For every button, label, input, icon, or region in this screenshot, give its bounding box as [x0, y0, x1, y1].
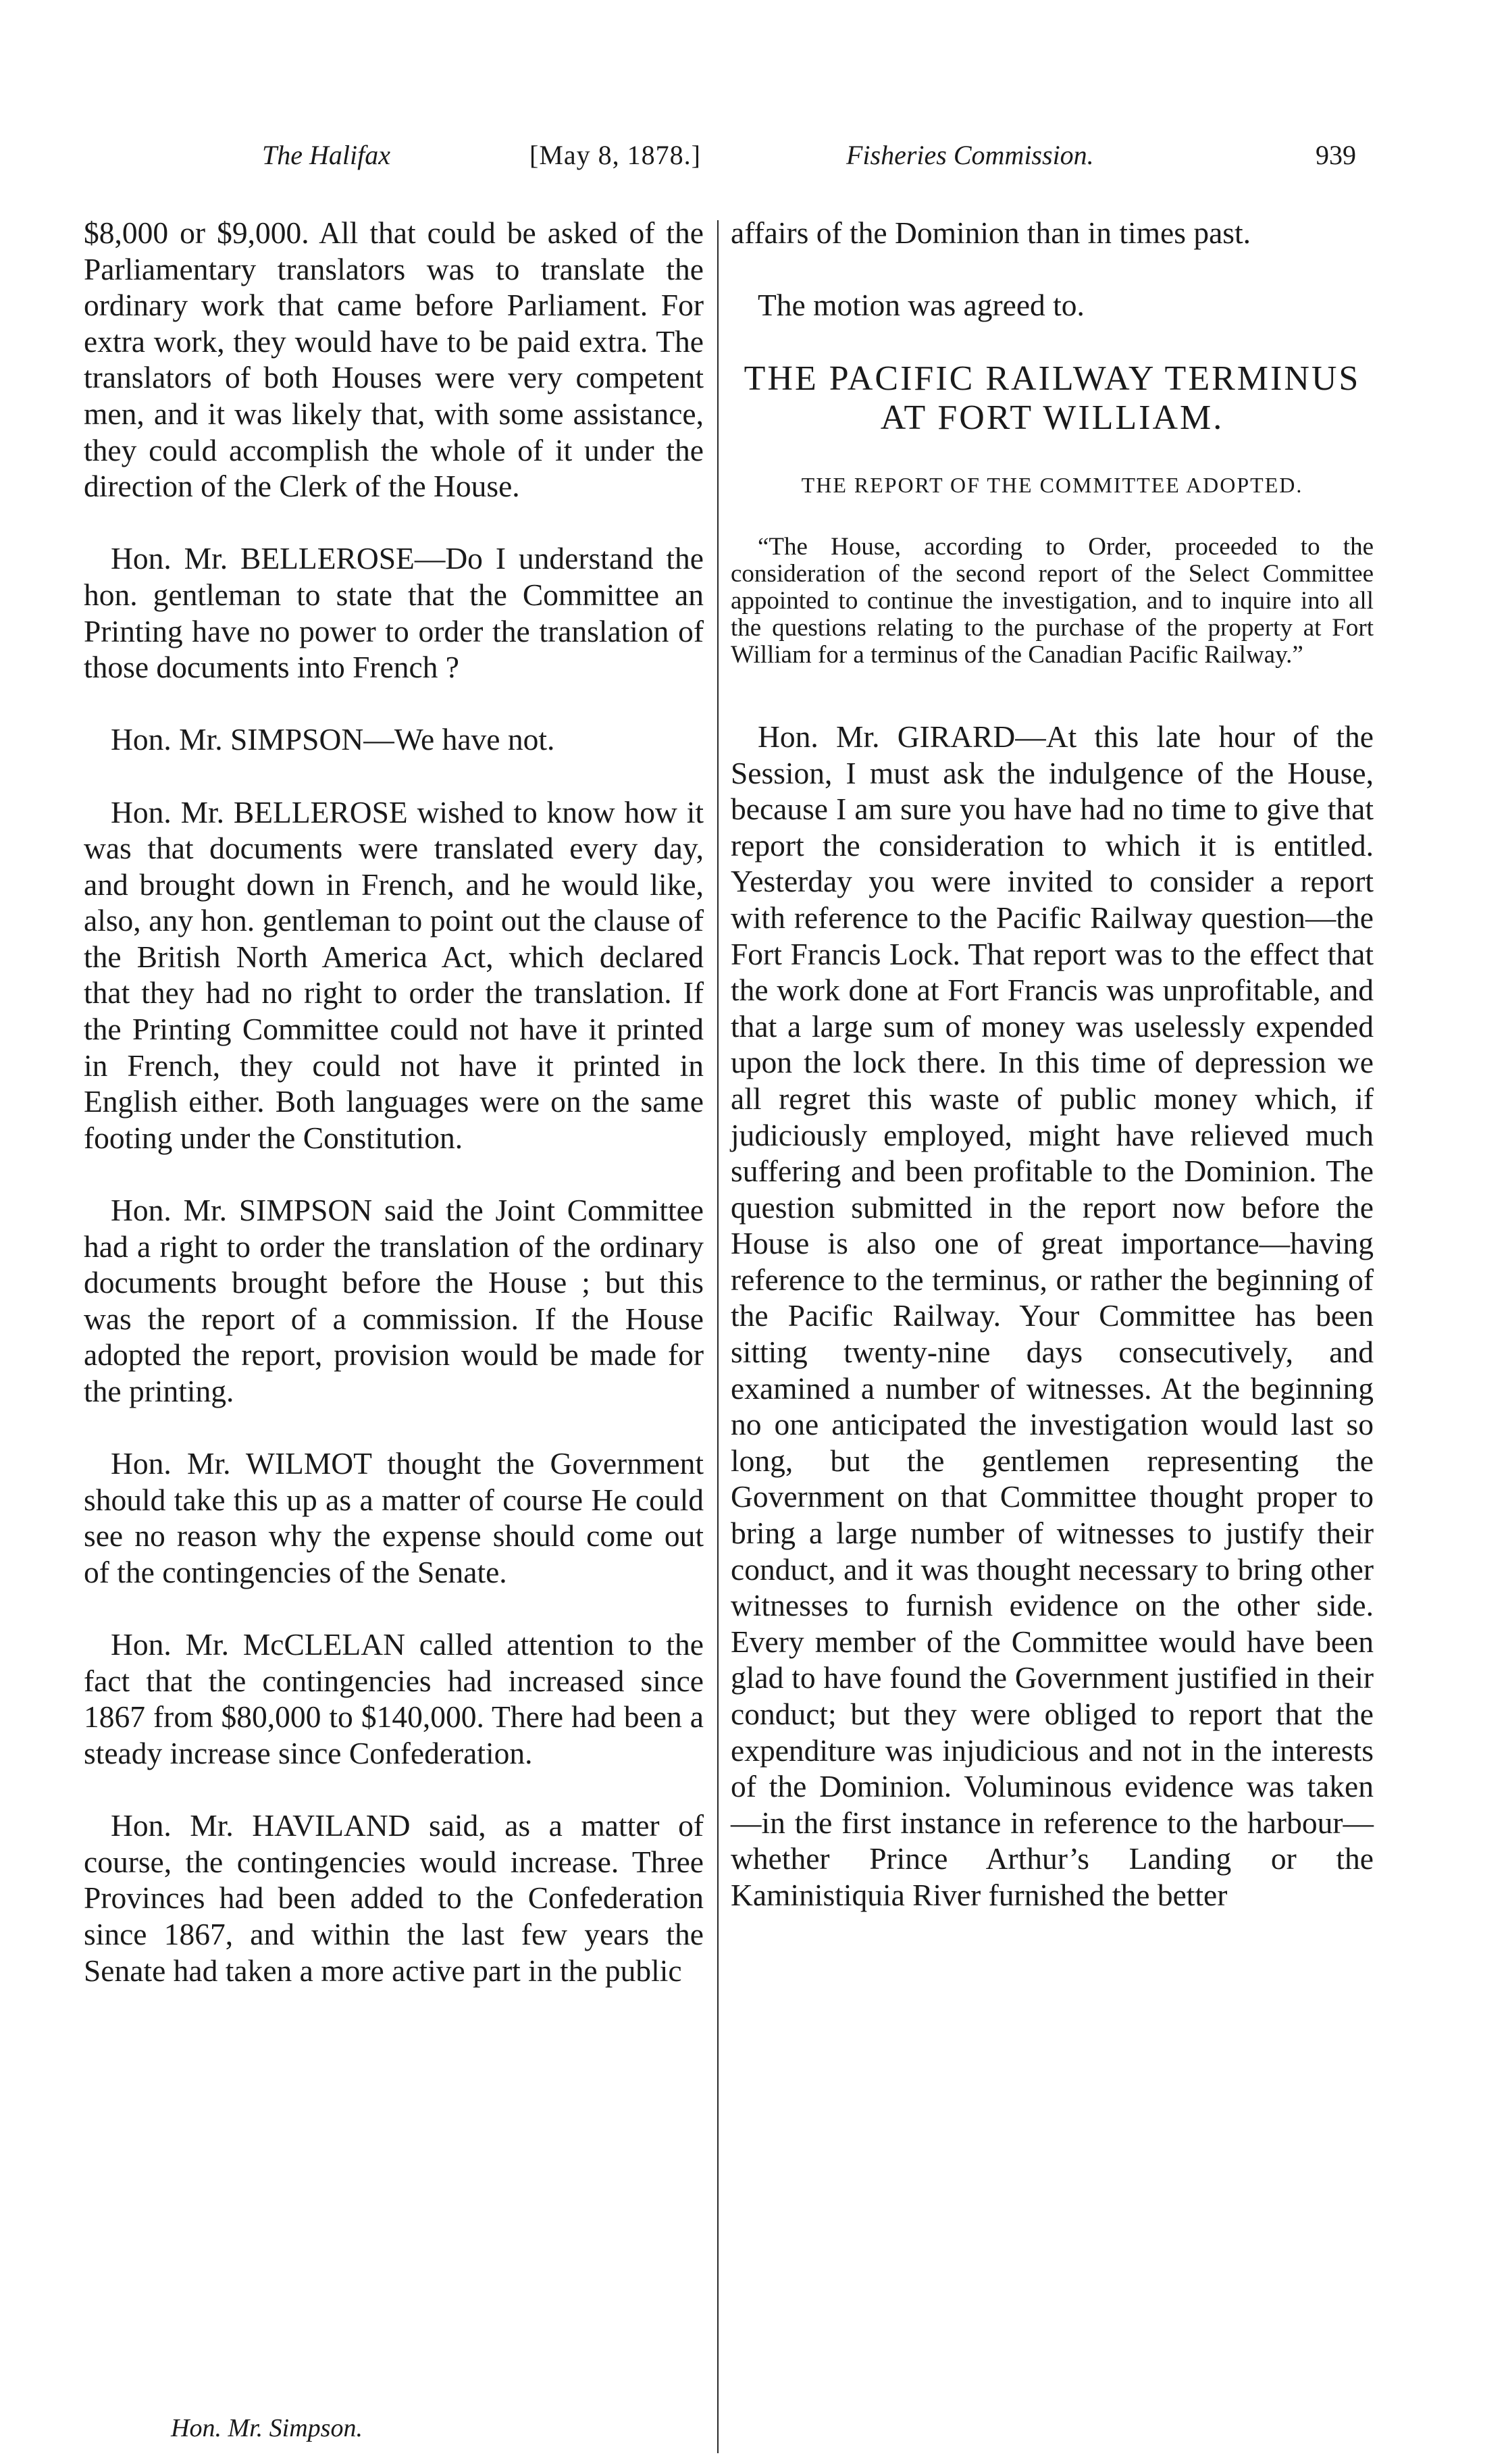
section-subheading: THE REPORT OF THE COMMITTEE ADOPTED. [801, 473, 1303, 498]
paragraph: Hon. Mr. GIRARD—At this late hour of the Session, I must ask the indulgence of the House, because I am sure you have had no time to give that report the consideration to which it is entitled. Yesterday you were invited to consider a report with reference to the Pacific Railway question—the Fort Francis Lock. That report was to the effect that the work done at Fort Francis was unprofitable, and that a large sum of money was uselessly expended upon the lock there. In this time of depression we all regret this waste of public money which, if judiciously employed, might have relieved much suffering and been profitable to the Dominion. The question submitted in the report now before the House is also one of great importance—having reference to the terminus, or rather the beginning of the Pacific Railway. Your Committee has been sitting twenty-nine days consecutively, and examined a number of witnesses. At the beginning no one anticipated the investigation would last so long, but the gentlemen representing the Government on that Committee thought proper to bring a large number of witnesses to justify their conduct, and it was thought necessary to bring other witnesses to furnish evidence on the other side. Every member of the Committee would have been glad to have found the Government justified in their conduct; but they were obliged to report that the expenditure was injudicious and not in the interests of the Dominion. Voluminous evidence was taken—in the first instance in reference to the harbour—whether Prince Arthur’s Landing or the Kaministiquia River furnished the better [731, 719, 1374, 1912]
right-column [731, 215, 1374, 1949]
header-section: Fisheries Commission. [846, 140, 1094, 170]
paragraph: affairs of the Dominion than in times past. [731, 215, 1251, 250]
paragraph: Hon. Mr. McCLELAN called attention to the fact that the contingencies had increased since 1867 from $80,000 to $140,000. There had been a steady increase since Confederation. [84, 1627, 704, 1770]
paragraph: The motion was agreed to. [758, 288, 1085, 323]
paragraph: Hon. Mr. BELLEROSE wished to know how it was that documents were translated every day, and brought down in French, and he would like, also, any hon. gentleman to point out the clause of the British North America Act, which declared that they had no right to order the translation. If the Printing Committee could not have it printed in French, they could not have it printed in English either. Both languages were on the same footing under the Constitution. [84, 794, 704, 1155]
footer-catchword: Hon. Mr. Simpson. [171, 2414, 363, 2442]
quoted-motion: “The House, according to Order, proceeded to the consideration of the second report of the Select Committee appointed to continue the investigation, and to inquire into all the questions relating to the purchase of the property at Fort William for a terminus of the Canadian Pacific Railway.” [731, 532, 1374, 669]
paragraph: $8,000 or $9,000. All that could be asked of the Parliamentary translators was to translate the ordinary work that came before Parliament. For extra work, they would have to be paid extra. The translators of both Houses were very competent men, and it was likely that, with some assistance, they could accomplish the whole of it under the direction of the Clerk of the House. [84, 215, 704, 504]
paragraph: Hon. Mr. HAVILAND said, as a matter of course, the contingencies would increase. Three Provinces had been added to the Confederation since 1867, and within the last few years the Senate had taken a more active part in the public [84, 1808, 704, 1988]
header-date: [May 8, 1878.] [529, 140, 701, 170]
paragraph: Hon. Mr. SIMPSON said the Joint Committee had a right to order the translation of the ordinary documents brought before the House ; but this was the report of a commission. If the House adopted the report, provision would be made for the printing. [84, 1193, 704, 1408]
running-header [262, 139, 1356, 186]
paragraph: Hon. Mr. SIMPSON—We have not. [111, 722, 555, 757]
paragraph: Hon. Mr. WILMOT thought the Government should take this up as a matter of course He could see no reason why the expense should come out of the contingencies of the Senate. [84, 1446, 704, 1589]
header-publication: The Halifax [262, 140, 390, 170]
paragraph: Hon. Mr. BELLEROSE—Do I understand the hon. gentleman to state that the Committee an Printing have no power to order the translation of those documents into French ? [84, 541, 704, 685]
column-rule [717, 220, 719, 2453]
section-heading: THE PACIFIC RAILWAY TERMINUS AT FORT WILLIAM. [744, 359, 1361, 438]
page-number: 939 [1316, 140, 1356, 170]
left-column [84, 215, 704, 2025]
